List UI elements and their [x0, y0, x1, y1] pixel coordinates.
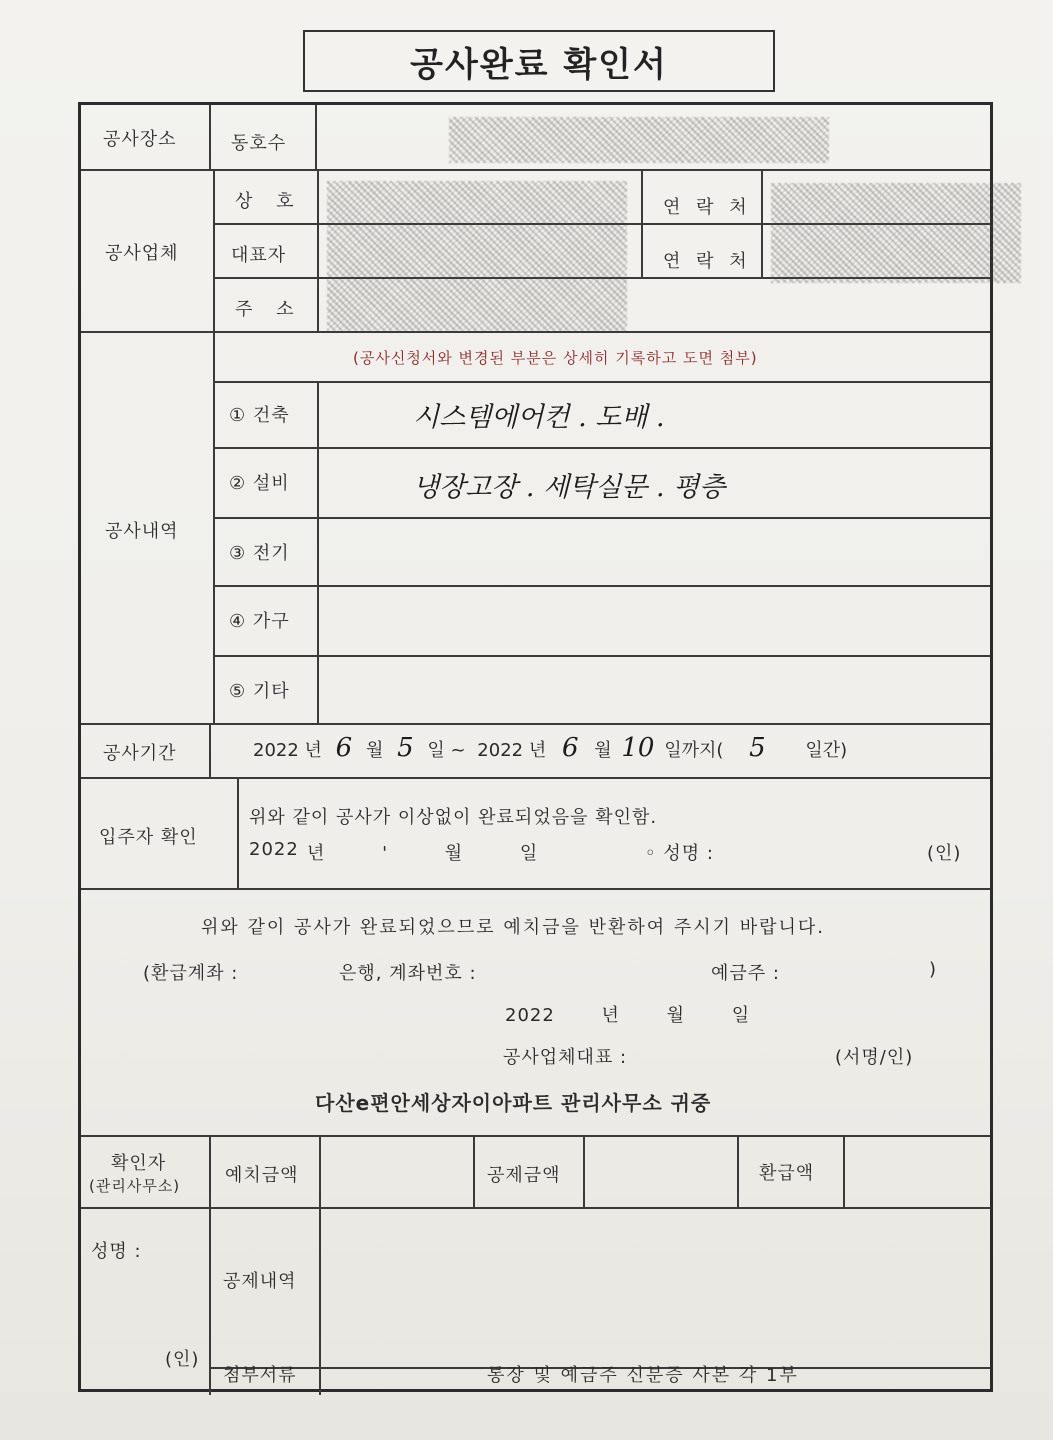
col-divider — [209, 723, 211, 777]
col-divider — [237, 777, 239, 888]
company-label: 상 호 — [235, 191, 303, 212]
resident-seal: (인) — [927, 843, 962, 864]
period-label: 공사기간 — [103, 743, 177, 764]
details-note: (공사신청서와 변경된 부분은 상세히 기록하고 도면 첨부) — [353, 349, 758, 367]
row-divider — [81, 331, 990, 333]
period-end-year: 2022 — [477, 740, 524, 761]
refund-account-label: (환급계좌 : — [143, 963, 239, 984]
col-divider — [737, 1135, 739, 1207]
item-label-furniture: ④ 가구 — [229, 611, 290, 632]
year-suffix: 년 — [528, 740, 547, 761]
row-divider — [81, 1135, 990, 1137]
resident-year: 2022 — [249, 839, 299, 860]
details-label: 공사내역 — [105, 521, 179, 542]
col-divider — [473, 1135, 475, 1207]
refund-request: 위와 같이 공사가 완료되었으므로 예치금을 반환하여 주시기 바랍니다. — [201, 917, 826, 938]
col-divider — [641, 169, 643, 277]
item-label-facility: ② 설비 — [229, 473, 290, 494]
refund-date: 2022 년 월 일 — [505, 1005, 751, 1026]
row-divider — [215, 381, 990, 383]
confirmer-label: 확인자 — [111, 1153, 167, 1174]
until-text: 일까지( — [664, 740, 724, 761]
contractor-label: 공사업체 — [105, 243, 179, 264]
col-divider — [213, 169, 215, 723]
month-suffix: 월 — [594, 740, 612, 761]
item-label-other: ⑤ 기타 — [229, 681, 290, 702]
row-divider — [81, 169, 990, 171]
period-start-month: 6 — [335, 733, 353, 763]
contact-label-2: 연 락 처 — [663, 251, 752, 272]
item-value-building: 시스템에어컨 . 도배 . — [413, 402, 665, 433]
col-divider — [843, 1135, 845, 1207]
col-divider — [209, 105, 211, 169]
refund-bank-label: 은행, 계좌번호 : — [339, 963, 477, 984]
refund-rep-label: 공사업체대표 : — [503, 1047, 628, 1068]
deposit-label: 예치금액 — [225, 1165, 299, 1186]
form-table — [78, 102, 993, 1392]
resident-statement: 위와 같이 공사가 이상없이 완료되었음을 확인함. — [249, 807, 658, 828]
col-divider — [315, 105, 317, 169]
days-suffix: 일간) — [805, 740, 848, 761]
period-end-day: 10 — [621, 733, 655, 763]
location-label: 공사장소 — [103, 129, 177, 150]
attach-label: 첨부서류 — [223, 1365, 297, 1386]
row-divider — [215, 517, 990, 519]
address-label: 주 소 — [235, 299, 303, 320]
office-name-label: 성명 : — [91, 1241, 142, 1262]
confirmer-sub: (관리사무소) — [89, 1177, 181, 1195]
contact-label: 연 락 처 — [663, 197, 752, 218]
period-start-day: 5 — [397, 733, 414, 763]
attach-value: 통장 및 예금주 신분증 사본 각 1부 — [487, 1365, 799, 1386]
period-line — [253, 733, 847, 763]
year-suffix: 년 — [304, 740, 322, 761]
row-divider — [215, 585, 990, 587]
row-divider — [215, 447, 990, 449]
refund-sign-label: (서명/인) — [835, 1047, 914, 1068]
row-divider — [81, 723, 990, 725]
row-divider — [81, 777, 990, 779]
period-days: 5 — [749, 733, 766, 763]
day-separator: 일 ~ — [427, 740, 466, 761]
resident-label: 입주자 확인 — [99, 827, 198, 848]
redacted-contact — [771, 183, 1021, 283]
resident-sign-label: ◦ 성명 : — [645, 843, 714, 864]
item-label-building: ① 건축 — [229, 405, 290, 426]
col-divider — [583, 1135, 585, 1207]
refund-close-paren: ) — [929, 959, 938, 980]
month-suffix: 월 — [365, 740, 384, 761]
document-title: 공사완료 확인서 — [303, 30, 775, 92]
unit-label: 동호수 — [231, 133, 287, 154]
rep-label: 대표자 — [231, 245, 287, 266]
resident-date: 년 ' 월 일 — [307, 843, 539, 864]
addressee: 다산e편안세상자이아파트 관리사무소 귀중 — [315, 1091, 712, 1115]
item-label-electric: ③ 전기 — [229, 543, 290, 564]
col-divider — [317, 381, 319, 723]
deduct-label: 공제금액 — [487, 1165, 561, 1186]
redacted-company — [327, 181, 627, 331]
deduct-detail-label: 공제내역 — [223, 1271, 297, 1292]
period-end-month: 6 — [561, 733, 579, 763]
office-seal: (인) — [165, 1349, 200, 1370]
col-divider — [209, 1135, 211, 1395]
row-divider — [215, 655, 990, 657]
col-divider — [319, 1135, 321, 1395]
row-divider — [81, 1207, 990, 1209]
refund-amount-label: 환급액 — [759, 1163, 815, 1184]
col-divider — [761, 169, 763, 277]
redacted-unit — [449, 117, 829, 163]
refund-holder-label: 예금주 : — [711, 963, 780, 984]
period-start-year: 2022 — [253, 740, 299, 761]
item-value-facility: 냉장고장 . 세탁실문 . 평층 — [413, 472, 726, 503]
row-divider — [81, 888, 990, 890]
col-divider — [317, 169, 319, 331]
